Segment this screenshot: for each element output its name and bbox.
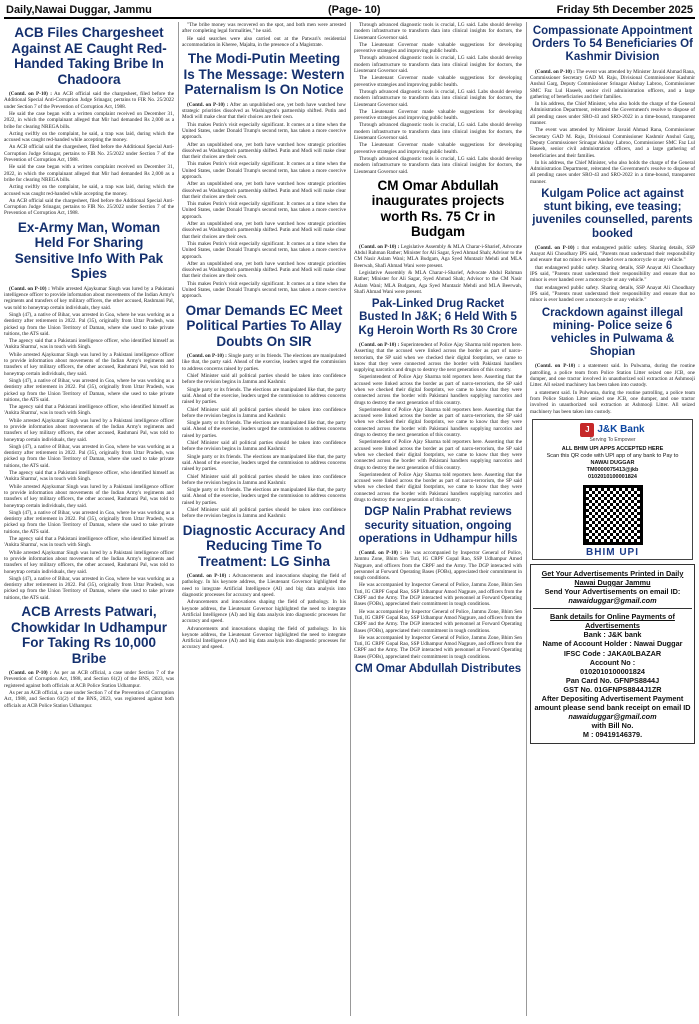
- dateline: (Contd. on P-10) :: [535, 244, 579, 251]
- masthead: [4, 3, 695, 19]
- after-deposit-line: After Depositing Advertisement Payment amount please send bank receipt on email ID: [534, 694, 691, 713]
- article-paragraph: This makes Putin's visit especially significant. It comes at a time when the United States, under Donald Trump's second term, has taken a more coercive approach.: [182, 240, 346, 260]
- article-paragraph: "The bribe money was recovered on the spot, and both men were arrested after completing legal formalities," he said.: [182, 22, 346, 35]
- bank-logo: [536, 423, 689, 437]
- article-paragraph: that endangered public safety. Sharing details, SSP Anayat Ali Choudhary IPS said, "Parents must understand their responsibility and ensure that no minor is ever handed over a motorcycle or any vehicle.": [530, 284, 695, 304]
- bank-details-title: Bank details for Online Payments of Advertisements: [550, 612, 675, 631]
- article-paragraph: Superintendent of Police Ajay Sharma told reporters here. Asserting that the accused were linked across the border as part of narco-terrorism, the SP said when we checked their digital footprints, we came to know that they were connected across the border with Pakistani handlers supplying narcotics and drugs to destroy the next generation of this country.: [354, 439, 522, 471]
- gst-line: GST No. 01GFNPS8844J1ZR: [563, 684, 662, 694]
- article-kulgam-police: [530, 245, 695, 304]
- dateline: (Contd. on P-10) :: [9, 670, 52, 677]
- headline-modi-putin: The Modi-Putin Meeting Is The Message: Western Paternalism Is On Notice: [183, 51, 345, 98]
- headline-cm-budgam: CM Omar Abdullah inaugurates projects worth Rs. 75 Cr in Budgam: [371, 177, 505, 240]
- article-paragraph: After an unpublished one, yet both have watched how strategic priorities dissolved as Washington's partnership shifted. Putin and Modi will make clear that their choices are their own.: [182, 181, 346, 200]
- article-paragraph: that endangered public safety. Sharing details, SSP Anayat Ali Choudhary IPS said, "Parents must understand their responsibility and ensure that no minor is ever handed over a motorcycle or any vehicle.": [530, 244, 695, 264]
- advertisement-info-box: [530, 564, 695, 745]
- article-paragraph: The event was attended by Minister Javaid Ahmad Rana, Commissioner Secretary GAD M. Raju, Divisional Commissioner Kashmir Anshul Garg, Deputy Commissioner Srinagar Akshay Labroo, Commissioner SMC Faz Lul Haseeb, senior civil administration officers, and a large gathering of beneficiaries and their families.: [530, 68, 695, 100]
- headline-acb-arrests-patwari: ACB Arrests Patwari, Chowkidar In Udhampur For Taking Rs 10,000 Bribe: [10, 604, 167, 666]
- headline-drug-racket: Pak-Linked Drug Racket Busted In J&K; 6 Held With 5 Kg Heroin Worth Rs 30 Crore: [358, 298, 518, 337]
- column-2: [178, 22, 346, 1016]
- article-dgp-udhampur: [354, 550, 522, 660]
- account-no: 0102010100001824: [580, 666, 645, 676]
- article-paragraph: He said the case began with a written complaint received on December 31, 2022, in which the complainant alleged that Mir had demanded Rs 2,000 as a bribe for clearing NREGA bills.: [4, 164, 174, 183]
- headline-ex-army-man: Ex-Army Man, Woman Held For Sharing Sensitive Info With Pak Spies: [14, 219, 164, 282]
- headline-omar-ec: Omar Demands EC Meet Political Parties To Allay Doubts On SIR: [185, 302, 343, 349]
- headline-kulgam-police: Kulgam Police act against stunt biking, eve teasing; juveniles counselled, parents booked: [532, 188, 693, 240]
- article-paragraph: Chief Minister said all political parties should be taken into confidence before the revision begins in Jammu and Kashmir.: [182, 473, 346, 486]
- article-paragraph: Acting swiftly on the complaint, he said, a trap was laid, during which the accused was caught red-handed while accepting the money.: [4, 184, 174, 197]
- page-number: (Page- 10): [327, 4, 381, 16]
- headline-acb-chargesheet: ACB Files Chargesheet Against AE Caught Red-Handed Taking Bribe In Chadoora: [11, 25, 167, 87]
- article-paragraph: Chief Minister said all political parties should be taken into confidence before the revision begins in Jammu and Kashmir.: [182, 440, 346, 453]
- article-paragraph: He was accompanied by Inspector General of Police, Jammu Zone, Bhim Sen Tuti, IG CRPF Gopal Rao, SSP Udhampur Amod Nagpure, and officers from the CRPF and the Army. The DGP interacted with personnel at Forward Operating Bases (FOBs), appreciated their commitment in tough conditions.: [354, 550, 522, 582]
- headline-illegal-mining: Crackdown against illegal mining- Police seize 6 vehicles in Pulwama & Shopian: [541, 306, 684, 359]
- article-paragraph: He said searches were also carried out at the Patwari's residential accommodation in Kheree, Majalta, in the presence of a Magistrate.: [182, 35, 346, 48]
- article-paragraph: An ACB official said the chargesheet, filed before the Additional Special Anti-Corruption Judge Srinagar, pertains to FIR No. 25/2022 under Section 7 of the Prevention of Corruption Act, 1988.: [4, 91, 174, 110]
- article-paragraph: Singh (47), a native of Bihar, was arrested in Goa, where he was working as a dentistry after retirement in 2022. Pal (35), originally from Uttar Pradesh, was picked up from the Union Territory of Daman, where she used to take private tuitions, the ATS said.: [4, 311, 174, 337]
- article-paragraph: The agency said that a Pakistani intelligence officer, who identified himself as 'Ankita Sharma', was in touch with Singh.: [4, 338, 174, 351]
- article-paragraph: The agency said that a Pakistani intelligence officer, who identified himself as 'Ankita Sharma', was in touch with Singh.: [4, 470, 174, 483]
- article-paragraph: This makes Putin's visit especially significant. It comes at a time when the United States, under Donald Trump's second term, has taken a more coercive approach.: [182, 201, 346, 220]
- article-paragraph: Single party or its friends. The elections are manipulated like that, the party said. Ahead of the exercise, leaders urged the commission to address concerns raised by parties.: [182, 487, 346, 506]
- article-paragraph: The Lieutenant Governor made valuable suggestions for developing preventive strategies and improving public health.: [354, 41, 522, 55]
- column-3: [350, 22, 522, 1016]
- article-paragraph: a statement said. In Pulwama, during the routine patrolling, a police team from Police Station Litter seized one JCB, one dumper, and one tractor involved in unauthorized soil extraction at Ashmooji Litter. All seized machinery has been taken into custody.: [530, 389, 695, 415]
- ifsc-line: IFSC Code : JAKA0LBAZAR: [563, 648, 662, 658]
- article-paragraph: He was accompanied by Inspector General of Police, Jammu Zone, Bhim Sen Tuti, IG CRPF Gopal Rao, SSP Udhampur Amod Nagpure, and officers from the CRPF and the Army. The DGP interacted with personnel at Forward Operating Bases (FOBs), appreciated their commitment in tough conditions.: [354, 582, 522, 608]
- article-paragraph: Single party or its friends. The elections are manipulated like that, the party said. Ahead of the exercise, leaders urged the commission to address concerns raised by parties.: [182, 453, 346, 473]
- article-paragraph: Single party or its friends. The elections are manipulated like that, the party said. Ahead of the exercise, leaders urged the commission to address concerns raised by parties.: [182, 386, 346, 406]
- dateline: (Contd. on P-10) :: [9, 91, 52, 98]
- upi-payee: NAWAI DUGGAR: [590, 459, 635, 466]
- article-compassionate-appointments: [530, 69, 695, 185]
- article-paragraph: Advancements and innovations shaping the field of pathology. In his keynote address, the Lieutenant Governor highlighted the need to integrate Artificial Intelligence (AI) and big data analysis into diagnostic processes for accuracy and speed.: [182, 599, 346, 625]
- upi-account: 0102010100001824: [588, 473, 637, 480]
- article-paragraph: Through advanced diagnostic tools is crucial, LG said. Labs should develop modern infrastructure to transform data into clinical insights for doctors, the Lieutenant Governor said.: [354, 55, 522, 75]
- dateline: (Contd. on P-10) :: [187, 353, 227, 360]
- bhim-upi-logo: BHIM UPI: [586, 546, 639, 558]
- article-paragraph: that endangered public safety. Sharing details, SSP Anayat Ali Choudhary IPS said, "Parents must understand their responsibility and ensure that no minor is ever handed over a motorcycle or any vehicle.": [530, 264, 695, 284]
- dateline: (Contd. on P-10) :: [359, 550, 403, 556]
- article-paragraph: Singh (47), a native of Bihar, was arrested in Goa, where he was working as a dentistry after retirement in 2022. Pal (35), originally from Uttar Pradesh, was picked up from the Union Territory of Daman, where she used to take private tuitions, the ATS said.: [4, 377, 174, 403]
- article-continuation: [182, 22, 346, 48]
- article-paragraph: He said the case began with a written complaint received on December 31, 2022, in which the complainant alleged that Mir had demanded Rs 2,000 as a bribe for clearing NREGA bills.: [4, 110, 174, 130]
- pan-line: Pan Card No. GFNPS8844J: [565, 675, 660, 685]
- article-paragraph: Through advanced diagnostic tools is crucial, LG said. Labs should develop modern infrastructure to transform data into clinical insights for doctors, the Lieutenant Governor said.: [354, 88, 522, 108]
- article-paragraph: The Lieutenant Governor made valuable suggestions for developing preventive strategies and improving public health.: [354, 75, 522, 88]
- dateline: (Contd. on P-10) :: [535, 68, 575, 75]
- article-paragraph: After an unpublished one, yet both have watched how strategic priorities dissolved as Washington's partnership shifted. Putin and Modi will make clear that their choices are their own.: [182, 101, 346, 121]
- article-ex-army-man: [4, 286, 174, 601]
- issue-date: Friday 5th December 2025: [556, 4, 693, 16]
- receipt-email[interactable]: nawaiduggar@gmail.com: [568, 712, 657, 722]
- article-paragraph: An ACB official said the chargesheet, filed before the Additional Special Anti-Corruption Judge Srinagar, pertains to FIR No. 25/2022 under Section 7 of the Prevention of Corruption Act, 1988.: [4, 197, 174, 217]
- article-paragraph: Single party or its friends. The elections are manipulated like that, the party said. Ahead of the exercise, leaders urged the commission to address concerns raised by parties.: [182, 353, 346, 372]
- dateline: (Contd. on P-10) :: [187, 573, 231, 580]
- bank-name: J&K Bank: [597, 424, 645, 436]
- upi-id: TM0000075413@jkb: [586, 466, 639, 473]
- article-paragraph: This makes Putin's visit especially significant. It comes at a time when the United States, under Donald Trump's second term, has taken a more coercive approach.: [182, 121, 346, 141]
- advert-title: Get Your Advertisements Printed in Daily Nawai Duggar Jammu: [541, 568, 684, 587]
- headline-compassionate-appointments: Compassionate Appointment Orders To 54 Beneficiaries Of Kashmir Division: [532, 25, 693, 64]
- advert-send-line: Send Your Advertisements on email ID:: [544, 586, 681, 596]
- article-paragraph: In his address, the Chief Minister, who also holds the charge of the General Administration Department, reiterated the Government's resolve to dispose of all pending cases under SRO-43 and SRO-2022 in a time-bound, transparent manner.: [530, 101, 695, 127]
- dateline: (Contd. on P-10) :: [187, 101, 229, 108]
- dateline: (Contd. on P-10) :: [359, 341, 400, 348]
- article-lg-sinha: [182, 573, 346, 651]
- article-paragraph: Superintendent of Police Ajay Sharma told reporters here. Asserting that the accused were linked across the border as part of narco-terrorism, the SP said when we checked their digital footprints, we came to know that they were connected across the border with Pakistani handlers supplying narcotics and drugs to destroy the next generation of this country.: [354, 406, 522, 439]
- article-paragraph: Legislative Assembly & MLA Charar-i-Sharief, Advocate Abdul Rahman Rather; Minister for Ali Sagar, Syed Ahmad Shah; Advisor to the CM Nasir Aslam Wani; MLA Budgam, Aga Syed Muntazir Mehdi and MLA Beerwah, Shafi Ahmad Wani were present.: [354, 270, 522, 295]
- article-paragraph: The Lieutenant Governor made valuable suggestions for developing preventive strategies and improving public health.: [354, 108, 522, 122]
- dateline: (Contd. on P-10) :: [535, 363, 580, 370]
- article-paragraph: The agency said that a Pakistani intelligence officer, who identified himself as 'Ankita Sharma', was in touch with Singh.: [4, 404, 174, 417]
- article-paragraph: Advancements and innovations shaping the field of pathology. In his keynote address, the Lieutenant Governor highlighted the need to integrate Artificial Intelligence (AI) and big data analysis into diagnostic processes for accuracy and speed.: [182, 625, 346, 651]
- article-acb-arrests-patwari: [4, 670, 174, 709]
- article-continuation: [354, 22, 522, 175]
- advert-email[interactable]: nawaiduggar@gmail.com: [568, 596, 657, 606]
- article-cm-budgam: [354, 244, 522, 295]
- qr-code-icon: [583, 485, 643, 545]
- article-paragraph: Superintendent of Police Ajay Sharma told reporters here. Asserting that the accused were linked across the border as part of narco-terrorism, the SP said when we checked their digital footprints, we came to know that they were connected across the border with Pakistani handlers supplying narcotics and drugs to destroy the next generation of this country.: [354, 374, 522, 406]
- article-paragraph: Through advanced diagnostic tools is crucial, LG said. Labs should develop modern infrastructure to transform data into clinical insights for doctors, the Lieutenant Governor said.: [354, 22, 522, 41]
- article-paragraph: He was accompanied by Inspector General of Police, Jammu Zone, Bhim Sen Tuti, IG CRPF Gopal Rao, SSP Udhampur Amod Nagpure, and officers from the CRPF and the Army. The DGP interacted with personnel at Forward Operating Bases (FOBs), appreciated their commitment in tough conditions.: [354, 608, 522, 634]
- article-paragraph: He was accompanied by Inspector General of Police, Jammu Zone, Bhim Sen Tuti, IG CRPF Gopal Rao, SSP Udhampur Amod Nagpure, and officers from the CRPF and the Army. The DGP interacted with personnel at Forward Operating Bases (FOBs), appreciated their commitment in tough conditions.: [354, 634, 522, 660]
- article-paragraph: After an unpublished one, yet both have watched how strategic priorities dissolved as Washington's partnership shifted. Putin and Modi will make clear that their choices are their own.: [182, 141, 346, 161]
- article-paragraph: Through advanced diagnostic tools is crucial, LG said. Labs should develop modern infrastructure to transform data into clinical insights for doctors, the Lieutenant Governor said.: [354, 155, 522, 175]
- article-paragraph: While arrested Ajaykumar Singh was lured by a Pakistani intelligence officer to provide information about movements of the Indian Army's regiments and transfers of key military officers, the other accused, Rashmani Pal, was told to honeytrap certain individuals, they said.: [4, 285, 174, 311]
- column-1: [4, 22, 174, 1016]
- account-holder-line: Name of Account Holder : Nawai Duggar: [542, 639, 683, 649]
- article-paragraph: The event was attended by Minister Javaid Ahmad Rana, Commissioner Secretary GAD M. Raju, Divisional Commissioner Kashmir Anshul Garg, Deputy Commissioner Srinagar Akshay Labroo, Commissioner SMC Faz Lul Haseeb, senior civil administration officers, and a large gathering of beneficiaries and their families.: [530, 127, 695, 159]
- article-paragraph: a statement said. In Pulwama, during the routine patrolling, a police team from Police Station Litter seized one JCB, one dumper, and one tractor involved in unauthorized soil extraction at Ashmooji Litter. All seized machinery has been taken into custody.: [530, 363, 695, 389]
- article-paragraph: As per an ACB official, a case under Section 7 of the Prevention of Corruption Act, 1988, and Section 61(2) of the BNS, 2023, was registered against both officials at ACB Police Station Udhampur.: [4, 670, 174, 689]
- article-paragraph: Through advanced diagnostic tools is crucial, LG said. Labs should develop modern infrastructure to transform data into clinical insights for doctors, the Lieutenant Governor said.: [354, 122, 522, 142]
- article-paragraph: While arrested Ajaykumar Singh was lured by a Pakistani intelligence officer to provide information about movements of the Indian Army's regiments and transfers of key military officers, the other accused, Rashmani Pal, was told to honeytrap certain individuals, they said.: [4, 417, 174, 443]
- article-acb-chargesheet: [4, 91, 174, 217]
- article-illegal-mining: [530, 363, 695, 414]
- article-paragraph: Single party or its friends. The elections are manipulated like that, the party said. Ahead of the exercise, leaders urged the commission to address concerns raised by parties.: [182, 420, 346, 439]
- article-paragraph: Legislative Assembly & MLA Charar-i-Sharief, Advocate Abdul Rahman Rather; Minister for Ali Sagar, Syed Ahmad Shah; Advisor to the CM Nasir Aslam Wani; MLA Budgam, Aga Syed Muntazir Mehdi and MLA Beerwah, Shafi Ahmad Wani were present.: [354, 243, 522, 269]
- dateline: (Contd. on P-10) :: [9, 285, 50, 292]
- article-paragraph: An ACB official said the chargesheet, filed before the Additional Special Anti-Corruption Judge Srinagar, pertains to FIR No. 25/2022 under Section 7 of the Prevention of Corruption Act, 1988.: [4, 144, 174, 164]
- headline-cm-distributes: CM Omar Abdullah Distributes: [354, 663, 522, 676]
- upi-accept-line: ALL BHIM UPI APPS ACCEPTED HERE: [561, 445, 664, 452]
- article-paragraph: Singh (47), a native of Bihar, was arrested in Goa, where he was working as a dentistry after retirement in 2022. Pal (35), originally from Uttar Pradesh, was picked up from the Union Territory of Daman, where she used to take private tuitions, the ATS said.: [4, 509, 174, 535]
- article-paragraph: After an unpublished one, yet both have watched how strategic priorities dissolved as Washington's partnership shifted. Putin and Modi will make clear that their choices are their own.: [182, 221, 346, 240]
- article-paragraph: As per an ACB official, a case under Section 7 of the Prevention of Corruption Act, 1988, and Section 61(2) of the BNS, 2023, was registered against both officials at ACB Police Station Udhampur.: [4, 689, 174, 709]
- article-paragraph: Singh (47), a native of Bihar, was arrested in Goa, where he was working as a dentistry after retirement in 2022. Pal (35), originally from Uttar Pradesh, was picked up from the Union Territory of Daman, where she used to take private tuitions, the ATS said.: [4, 443, 174, 469]
- dateline: (Contd. on P-10) :: [359, 243, 400, 250]
- article-paragraph: While arrested Ajaykumar Singh was lured by a Pakistani intelligence officer to provide information about movements of the Indian Army's regiments and transfers of key military officers, the other accused, Rashmani Pal, was told to honeytrap certain individuals, they said.: [4, 351, 174, 377]
- article-paragraph: While arrested Ajaykumar Singh was lured by a Pakistani intelligence officer to provide information about movements of the Indian Army's regiments and transfers of key military officers, the other accused, Rashmani Pal, was told to honeytrap certain individuals, they said.: [4, 483, 174, 509]
- headline-dgp-udhampur: DGP Nalin Prabhat reviews security situation, ongoing operations in Udhampur hills: [358, 506, 518, 545]
- article-modi-putin: [182, 102, 346, 300]
- article-paragraph: The Lieutenant Governor made valuable suggestions for developing preventive strategies and improving public health.: [354, 142, 522, 155]
- article-paragraph: After an unpublished one, yet both have watched how strategic priorities dissolved as Washington's partnership shifted. Putin and Modi will make clear that their choices are their own.: [182, 260, 346, 280]
- article-paragraph: Advancements and innovations shaping the field of pathology. In his keynote address, the Lieutenant Governor highlighted the need to integrate Artificial Intelligence (AI) and big data analysis into diagnostic processes for accuracy and speed.: [182, 573, 346, 599]
- upi-scan-line: Scan this QR code with UPI app of any bank to Pay to: [546, 452, 679, 459]
- article-paragraph: The agency said that a Pakistani intelligence officer, who identified himself as 'Ankita Sharma', was in touch with Singh.: [4, 536, 174, 549]
- article-omar-ec: [182, 353, 346, 519]
- with-bill-line: with Bill No.: [591, 721, 634, 731]
- mobile-line: M : 09419146379.: [582, 730, 643, 740]
- article-paragraph: Chief Minister said all political parties should be taken into confidence before the revision begins in Jammu and Kashmir.: [182, 507, 346, 520]
- article-drug-racket: [354, 342, 522, 503]
- article-paragraph: In his address, the Chief Minister, who also holds the charge of the General Administration Department, reiterated the Government's resolve to dispose of all pending cases under SRO-43 and SRO-2022 in a time-bound, transparent manner.: [530, 159, 695, 185]
- bank-line: Bank : J&K bank: [583, 630, 642, 640]
- article-paragraph: Chief Minister said all political parties should be taken into confidence before the revision begins in Jammu and Kashmir.: [182, 373, 346, 386]
- bank-tagline: Serving To Empower: [589, 436, 636, 443]
- account-no-label: Account No :: [589, 657, 636, 667]
- headline-lg-sinha: Diagnostic Accuracy And Reducing Time To Treatment: LG Sinha: [182, 522, 346, 569]
- bank-upi-advert: [532, 419, 693, 560]
- article-paragraph: Singh (47), a native of Bihar, was arrested in Goa, where he was working as a dentistry after retirement in 2022. Pal (35), originally from Uttar Pradesh, was picked up from the Union Territory of Daman, where she used to take private tuitions, the ATS said.: [4, 575, 174, 601]
- article-paragraph: Superintendent of Police Ajay Sharma told reporters here. Asserting that the accused were linked across the border as part of narco-terrorism, the SP said when we checked their digital footprints, we came to know that they were connected across the border with Pakistani handlers supplying narcotics and drugs to destroy the next generation of this country.: [354, 471, 522, 504]
- article-paragraph: Superintendent of Police Ajay Sharma told reporters here. Asserting that the accused were linked across the border as part of narco-terrorism, the SP said when we checked their digital footprints, we came to know that they were connected across the border with Pakistani handlers supplying narcotics and drugs to destroy the next generation of this country.: [354, 341, 522, 374]
- article-paragraph: This makes Putin's visit especially significant. It comes at a time when the United States, under Donald Trump's second term, has taken a more coercive approach.: [182, 280, 346, 300]
- bank-logo-icon: J: [580, 423, 594, 437]
- paper-name: Daily,Nawai Duggar, Jammu: [6, 4, 152, 16]
- article-paragraph: Acting swiftly on the complaint, he said, a trap was laid, during which the accused was caught red-handed while accepting the money.: [4, 130, 174, 144]
- column-4: [526, 22, 695, 1016]
- article-paragraph: Chief Minister said all political parties should be taken into confidence before the revision begins in Jammu and Kashmir.: [182, 406, 346, 419]
- article-paragraph: This makes Putin's visit especially significant. It comes at a time when the United States, under Donald Trump's second term, has taken a more coercive approach.: [182, 161, 346, 180]
- article-paragraph: While arrested Ajaykumar Singh was lured by a Pakistani intelligence officer to provide information about movements of the Indian Army's regiments and transfers of key military officers, the other accused, Rashmani Pal, was told to honeytrap certain individuals, they said.: [4, 549, 174, 575]
